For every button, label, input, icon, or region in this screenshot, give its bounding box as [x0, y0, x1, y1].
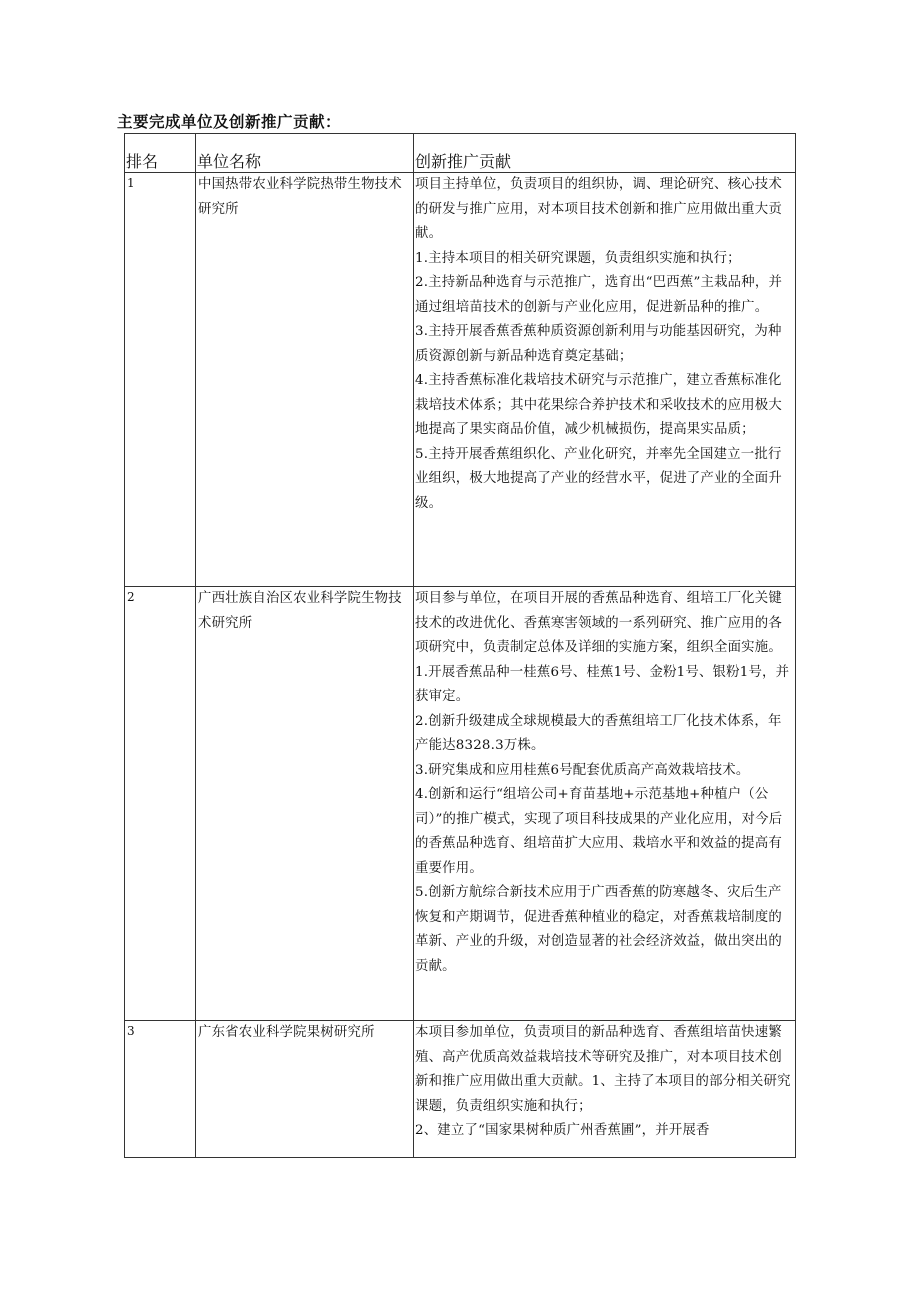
rank-cell: 3	[125, 1021, 196, 1158]
header-rank: 排名	[125, 134, 196, 173]
table-row	[125, 587, 796, 1021]
contribution-cell	[414, 587, 796, 1021]
unit-cell: 中国热带农业科学院热带生物技术研究所	[196, 173, 414, 587]
contribution-paragraph: 本项目参加单位，负责项目的新品种选育、香蕉组培苗快速繁殖、高产优质高效益栽培技术等研究及推广，对本项目技术创新和推广应用做出重大贡献。1、主持了本项目的部分相关研究课题，负责组织实施和执行；	[415, 1025, 791, 1114]
rank-cell: 2	[125, 587, 196, 1021]
contribution-paragraph: 2.主持新品种选育与示范推广，选育出“巴西蕉”主栽品种，并通过组培苗技术的创新与产业化应用，促进新品种的推广。	[415, 275, 783, 315]
contribution-table	[124, 133, 796, 1158]
contribution-paragraph: 1.开展香蕉品种一桂蕉6号、桂蕉1号、金粉1号、银粉1号，并获审定。	[415, 664, 790, 704]
contribution-paragraph: 3.研究集成和应用桂蕉6号配套优质高产高效栽培技术。	[415, 762, 750, 778]
contribution-paragraph: 4.创新和运行“组培公司+育苗基地+示范基地+种植户（公司）”的推广模式，实现了项目科技成果的产业化应用，对今后的香蕉品种选育、组培苗扩大应用、栽培水平和效益的提高有重要作用。	[415, 787, 783, 876]
contribution-paragraph: 项目参与单位，在项目开展的香蕉品种选育、组培工厂化关键技术的改进优化、香蕉寒害领域的一系列研究、推广应用的各项研究中，负责制定总体及详细的实施方案，组织全面实施。	[415, 591, 782, 655]
table-row	[125, 173, 796, 587]
unit-cell: 广西壮族自治区农业科学院生物技术研究所	[196, 587, 414, 1021]
contribution-paragraph: 2、建立了“国家果树种质广州香蕉圃”，并开展香	[415, 1123, 710, 1138]
contribution-paragraph: 5.主持开展香蕉组织化、产业化研究，并率先全国建立一批行业组织，极大地提高了产业的经营水平，促进了产业的全面升级。	[415, 446, 782, 511]
header-unit: 单位名称	[196, 134, 414, 173]
rank-cell: 1	[125, 173, 196, 587]
table-header-row	[125, 134, 796, 173]
contribution-paragraph: 项目主持单位，负责项目的组织协，调、理论研究、核心技术的研发与推广应用，对本项目技术创新和推广应用做出重大贡献。	[415, 177, 782, 241]
contribution-cell	[414, 173, 796, 587]
header-contribution: 创新推广贡献	[414, 134, 796, 173]
section-heading: 主要完成单位及创新推广贡献：	[117, 113, 342, 131]
contribution-paragraph: 4.主持香蕉标准化栽培技术研究与示范推广，建立香蕉标准化栽培技术体系；其中花果综合养护技术和采收技术的应用极大地提高了果实商品价值，减少机械损伤，提高果实品质；	[415, 373, 782, 437]
contribution-paragraph: 2.创新升级建成全球规模最大的香蕉组培工厂化技术体系，年产能达8328.3万株。	[415, 713, 782, 753]
contribution-cell	[414, 1021, 796, 1158]
contribution-paragraph: 1.主持本项目的相关研究课题，负责组织实施和执行；	[415, 250, 741, 266]
contribution-paragraph: 3.主持开展香蕉香蕉种质资源创新利用与功能基因研究，为种质资源创新与新品种选育奠定基础；	[415, 324, 782, 364]
table-row	[125, 1021, 796, 1158]
unit-cell: 广东省农业科学院果树研究所	[196, 1021, 414, 1158]
contribution-paragraph: 5.创新方航综合新技术应用于广西香蕉的防寒越冬、灾后生产恢复和产期调节，促进香蕉种植业的稳定，对香蕉栽培制度的革新、产业的升级，对创造显著的社会经济效益，做出突出的贡献。	[415, 885, 782, 974]
